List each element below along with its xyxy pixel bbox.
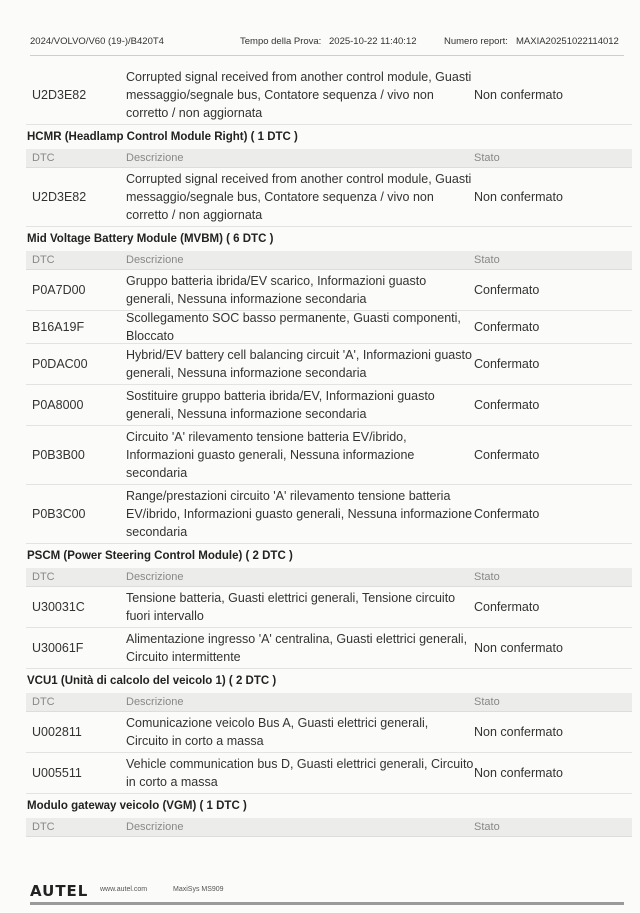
col-header-dtc: DTC: [32, 254, 55, 266]
dtc-status: Non confermato: [474, 190, 563, 204]
col-header-dtc: DTC: [32, 821, 55, 833]
dtc-status: Non confermato: [474, 725, 563, 739]
dtc-description: Tensione batteria, Guasti elettrici generali, Tensione circuito fuori intervallo: [126, 591, 456, 623]
table-row: [26, 426, 632, 485]
table-row: [26, 385, 632, 426]
table-row: [26, 66, 632, 125]
col-header-status: Stato: [474, 696, 500, 708]
vehicle-info: 2024/VOLVO/V60 (19-)/B420T4: [30, 36, 164, 47]
dtc-status: Non confermato: [474, 88, 563, 102]
col-header-status: Stato: [474, 254, 500, 266]
report-header: [30, 33, 624, 56]
dtc-description: Corrupted signal received from another control module, Guasti messaggio/segnale bus, Contatore sequenza / vivo non corretto / non aggiornata: [126, 70, 472, 120]
test-time-label: Tempo della Prova:: [240, 36, 322, 47]
dtc-code: P0A8000: [32, 398, 84, 412]
col-header-description: Descrizione: [126, 696, 184, 708]
dtc-status: Non confermato: [474, 766, 563, 780]
table-row: [26, 628, 632, 669]
footer-url: www.autel.com: [100, 886, 148, 893]
col-header-dtc: DTC: [32, 571, 55, 583]
table-row: [26, 344, 632, 385]
table-row: [26, 311, 632, 344]
dtc-status: Confermato: [474, 357, 540, 371]
table-header: [26, 251, 632, 270]
dtc-status: Confermato: [474, 398, 540, 412]
report-number-label: Numero report:: [444, 36, 508, 47]
dtc-code: U005511: [32, 766, 82, 780]
table-row: [26, 587, 632, 628]
dtc-code: U30031C: [32, 600, 85, 614]
dtc-code: B16A19F: [32, 320, 85, 334]
table-header: [26, 568, 632, 587]
dtc-description: Sostituire gruppo batteria ibrida/EV, Informazioni guasto generali, Nessuna informazione secondaria: [126, 389, 435, 421]
dtc-description: Comunicazione veicolo Bus A, Guasti elettrici generali, Circuito in corto a massa: [126, 716, 429, 748]
dtc-code: P0DAC00: [32, 357, 88, 371]
report-footer: [30, 876, 624, 906]
dtc-description: Gruppo batteria ibrida/EV scarico, Informazioni guasto generali, Nessuna informazione secondaria: [126, 274, 427, 306]
dtc-description: Hybrid/EV battery cell balancing circuit 'A', Informazioni guasto generali, Nessuna informazione secondaria: [126, 348, 472, 380]
col-header-description: Descrizione: [126, 254, 184, 266]
table-row: [26, 485, 632, 544]
dtc-status: Confermato: [474, 507, 540, 521]
dtc-code: U30061F: [32, 641, 84, 655]
dtc-report-body: [26, 66, 632, 837]
section-title: Mid Voltage Battery Module (MVBM) ( 6 DTC ): [27, 233, 274, 245]
col-header-dtc: DTC: [32, 152, 55, 164]
col-header-description: Descrizione: [126, 571, 184, 583]
col-header-status: Stato: [474, 571, 500, 583]
section-title: PSCM (Power Steering Control Module) ( 2 DTC ): [27, 550, 293, 562]
report-number: MAXIA20251022114012: [516, 36, 619, 47]
dtc-description: Alimentazione ingresso 'A' centralina, Guasti elettrici generali, Circuito intermittente: [126, 632, 468, 664]
footer-divider: [30, 902, 624, 905]
footer-model: MaxiSys MS909: [173, 886, 224, 893]
col-header-dtc: DTC: [32, 696, 55, 708]
dtc-status: Confermato: [474, 448, 540, 462]
dtc-description: Circuito 'A' rilevamento tensione batteria EV/ibrido, Informazioni guasto generali, Nessuna informazione secondaria: [126, 430, 415, 480]
dtc-code: P0A7D00: [32, 283, 86, 297]
dtc-status: Non confermato: [474, 641, 563, 655]
table-header: [26, 818, 632, 837]
col-header-status: Stato: [474, 152, 500, 164]
dtc-status: Confermato: [474, 283, 540, 297]
table-row: [26, 712, 632, 753]
section-title: Modulo gateway veicolo (VGM) ( 1 DTC ): [27, 800, 247, 812]
test-time: 2025-10-22 11:40:12: [329, 36, 417, 47]
dtc-status: Confermato: [474, 320, 540, 334]
dtc-status: Confermato: [474, 600, 540, 614]
col-header-description: Descrizione: [126, 821, 184, 833]
dtc-description: Range/prestazioni circuito 'A' rilevamento tensione batteria EV/ibrido, Informazioni guasto generali, Nessuna informazione secondaria: [126, 489, 473, 539]
dtc-code: P0B3B00: [32, 448, 85, 462]
dtc-code: U2D3E82: [32, 88, 87, 102]
col-header-description: Descrizione: [126, 152, 184, 164]
table-header: [26, 693, 632, 712]
dtc-description: Scollegamento SOC basso permanente, Guasti componenti, Bloccato: [126, 311, 461, 343]
dtc-code: U2D3E82: [32, 190, 87, 204]
autel-logo: AUTEL: [30, 882, 89, 900]
section-title: VCU1 (Unità di calcolo del veicolo 1) ( 2 DTC ): [27, 675, 277, 687]
table-row: [26, 168, 632, 227]
table-row: [26, 270, 632, 311]
dtc-code: U002811: [32, 725, 82, 739]
col-header-status: Stato: [474, 821, 500, 833]
dtc-description: Corrupted signal received from another control module, Guasti messaggio/segnale bus, Contatore sequenza / vivo non corretto / non aggiornata: [126, 172, 472, 222]
section-title: HCMR (Headlamp Control Module Right) ( 1 DTC ): [27, 131, 298, 143]
table-row: [26, 753, 632, 794]
dtc-code: P0B3C00: [32, 507, 86, 521]
table-header: [26, 149, 632, 168]
dtc-description: Vehicle communication bus D, Guasti elettrici generali, Circuito in corto a massa: [126, 757, 474, 789]
